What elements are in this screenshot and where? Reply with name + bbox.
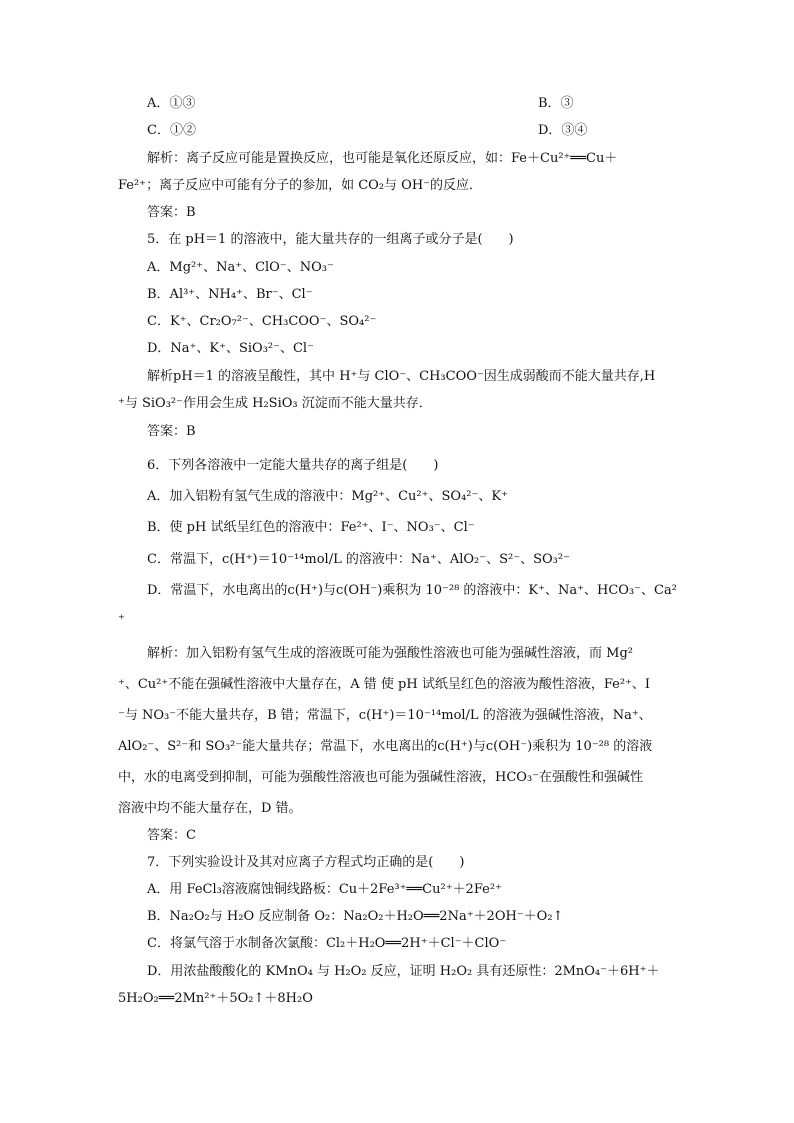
q7-option-b: B．Na₂O₂与 H₂O 反应制备 O₂：Na₂O₂＋H₂O══2Na⁺＋2OH⁻＋O₂↑ bbox=[147, 909, 564, 924]
q6-analysis-line: ⁻与 NO₃⁻不能大量共存，B 错；常温下，c(H⁺)＝10⁻¹⁴mol/L 的溶液为强碱性溶液，Na⁺、 bbox=[118, 708, 652, 723]
q6-option-b: B．使 pH 试纸呈红色的溶液中：Fe²⁺、I⁻、NO₃⁻、Cl⁻ bbox=[147, 520, 475, 535]
q6-option-d: D．常温下，水电离出的c(H⁺)与c(OH⁻)乘积为 10⁻²⁸ 的溶液中：K⁺、Na⁺、HCO₃⁻、Ca² bbox=[147, 583, 677, 598]
q5-option-a: A．Mg²⁺、Na⁺、ClO⁻、NO₃⁻ bbox=[147, 260, 334, 275]
q5-option-b: B．Al³⁺、NH₄⁺、Br⁻、Cl⁻ bbox=[147, 287, 313, 302]
q6-answer: 答案：C bbox=[147, 828, 196, 843]
q4-answer: 答案：B bbox=[147, 205, 196, 220]
q6-analysis-line: 解析：加入铝粉有氢气生成的溶液既可能为强酸性溶液也可能为强碱性溶液，而 Mg² bbox=[147, 646, 633, 661]
q6-stem: 6．下列各溶液中一定能大量共存的离子组是( ) bbox=[147, 458, 439, 473]
q6-option-d-cont: ⁺ bbox=[118, 612, 125, 627]
q6-option-c: C．常温下，c(H⁺)＝10⁻¹⁴mol/L 的溶液中：Na⁺、AlO₂⁻、S²⁻、SO₃²⁻ bbox=[147, 552, 570, 567]
q6-analysis-line: ⁺、Cu²⁺不能在强碱性溶液中大量存在，A 错 使 pH 试纸呈红色的溶液为酸性溶液，Fe²⁺、I bbox=[118, 677, 651, 692]
q5-option-c: C．K⁺、Cr₂O₇²⁻、CH₃COO⁻、SO₄²⁻ bbox=[147, 314, 377, 329]
q4-option-a: A．①③ bbox=[147, 96, 196, 111]
q7-option-d: D．用浓盐酸酸化的 KMnO₄ 与 H₂O₂ 反应，证明 H₂O₂ 具有还原性：2MnO₄⁻＋6H⁺＋ bbox=[147, 964, 660, 979]
q6-analysis-line: 中，水的电离受到抑制，可能为强酸性溶液也可能为强碱性溶液，HCO₃⁻在强酸性和强碱性 bbox=[118, 770, 644, 785]
q5-analysis-line: ⁺与 SiO₃²⁻作用会生成 H₂SiO₃ 沉淀而不能大量共存． bbox=[118, 396, 432, 411]
q6-option-a: A．加入铝粉有氢气生成的溶液中：Mg²⁺、Cu²⁺、SO₄²⁻、K⁺ bbox=[147, 489, 508, 504]
q7-option-c: C．将氯气溶于水制备次氯酸：Cl₂＋H₂O══2H⁺＋Cl⁻＋ClO⁻ bbox=[147, 936, 507, 951]
q6-analysis-line: AlO₂⁻、S²⁻和 SO₃²⁻能大量共存；常温下，水电离出的c(H⁺)与c(OH⁻)乘积为 10⁻²⁸ 的溶液 bbox=[118, 739, 653, 754]
q7-option-a: A．用 FeCl₃溶液腐蚀铜线路板：Cu＋2Fe³⁺══Cu²⁺＋2Fe²⁺ bbox=[147, 882, 502, 897]
q5-analysis-line: 解析pH＝1 的溶液呈酸性，其中 H⁺与 ClO⁻、CH₃COO⁻因生成弱酸而不能大量共存,H bbox=[147, 369, 656, 384]
q4-option-d: D．③④ bbox=[538, 123, 588, 138]
q7-stem: 7．下列实验设计及其对应离子方程式均正确的是( ) bbox=[147, 855, 465, 870]
q5-stem: 5．在 pH＝1 的溶液中，能大量共存的一组离子或分子是( ) bbox=[147, 232, 514, 247]
q6-analysis-line: 溶液中均不能大量存在，D 错。 bbox=[118, 801, 302, 816]
q4-analysis-line: Fe²⁺；离子反应中可能有分子的参加，如 CO₂与 OH⁻的反应． bbox=[118, 178, 483, 193]
q4-option-c: C．①② bbox=[147, 123, 196, 138]
q7-option-d-cont: 5H₂O₂══2Mn²⁺＋5O₂↑＋8H₂O bbox=[118, 991, 313, 1006]
q5-answer: 答案：B bbox=[147, 424, 196, 439]
q4-option-b: B．③ bbox=[538, 96, 574, 111]
q5-option-d: D．Na⁺、K⁺、SiO₃²⁻、Cl⁻ bbox=[147, 341, 314, 356]
q4-analysis-line: 解析：离子反应可能是置换反应，也可能是氧化还原反应，如：Fe＋Cu²⁺══Cu＋ bbox=[147, 151, 618, 166]
